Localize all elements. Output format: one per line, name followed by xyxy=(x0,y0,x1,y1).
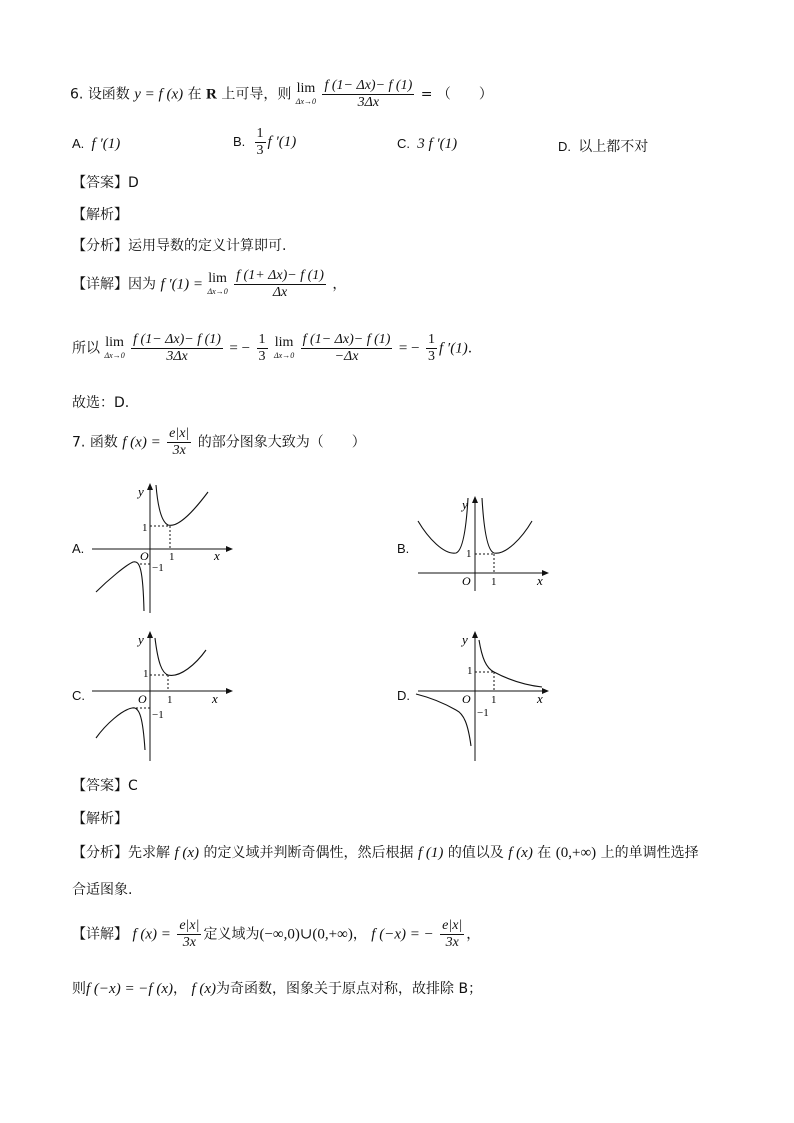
q6-text: = （ ） xyxy=(420,86,493,103)
svg-text:O: O xyxy=(138,692,147,706)
q6-text: 在 xyxy=(187,86,202,103)
axis-y-label: y xyxy=(138,484,144,499)
fenxi-line: 【分析】运用导数的定义计算即可. xyxy=(72,238,287,254)
q7-detail-line: 【详解】 f (x) = $\frac{e|x|}{3x}$ 定义域为(−∞,0)∪(0,+∞)， f (−x) = − $\frac{e|x|}{3x}$ ， xyxy=(72,918,481,950)
graph-b-label: B. xyxy=(397,541,410,556)
q6-text: 上可导，则 xyxy=(221,86,292,103)
graph-c-label: C. xyxy=(72,688,85,703)
tick-neg1: −1 xyxy=(152,562,164,574)
answer-line: 【答案】D xyxy=(72,175,139,191)
svg-text:y: y xyxy=(138,632,144,647)
svg-text:x: x xyxy=(537,691,543,706)
graph-a-label: A. xyxy=(72,541,85,556)
option-a: A. f ′(1) xyxy=(72,136,121,152)
tick-1: 1 xyxy=(142,522,148,534)
conclusion: 故选：D. xyxy=(72,395,130,411)
q7-fenxi-line: 【分析】先求解 f (x) 的定义域并判断奇偶性，然后根据 f (1) 的值以及 f (x) 在 (0,+∞) 上的单调性选择 xyxy=(72,845,699,861)
svg-text:−1: −1 xyxy=(152,709,164,721)
svg-text:y: y xyxy=(462,632,468,647)
svg-text:O: O xyxy=(462,574,471,588)
svg-text:O: O xyxy=(462,692,471,706)
graph-c xyxy=(88,628,238,763)
lim-operator: lim Δx→0 xyxy=(295,80,317,106)
graph-a xyxy=(88,480,238,615)
q7-line: 7. 函数 f (x) = $\frac{e|x|}{3x}$ 的部分图象大致为（ ） xyxy=(72,426,366,458)
q7-analysis-tag: 【解析】 xyxy=(72,811,128,827)
option-d: D. 以上都不对 xyxy=(558,139,649,155)
detail-line-2: 所以 lim Δx→0 $\frac{f (1- \Delta x)- f (1)}{3\Delta x}$ = − $\frac{1}{3}$ lim Δx→0 $\frac{f (1- \Delta x)- f (1)}{-\Delta x}$ = − $\frac{1}{3}$ f ′(1). xyxy=(72,332,473,364)
detail-line-1: 【详解】因为 f ′(1) = lim Δx→0 $\frac{f (1+ \Delta x)- f (1)}{\Delta x}$ ， xyxy=(72,268,347,300)
svg-text:x: x xyxy=(212,691,218,706)
svg-text:1: 1 xyxy=(491,694,497,706)
svg-text:−1: −1 xyxy=(477,707,489,719)
option-b: B. $\frac{1}{3}$ f ′(1) xyxy=(233,126,297,158)
svg-text:y: y xyxy=(462,497,468,512)
svg-text:1: 1 xyxy=(467,665,473,677)
svg-text:1: 1 xyxy=(491,576,497,588)
svg-text:1: 1 xyxy=(143,668,149,680)
question-number: 6. xyxy=(70,86,84,103)
svg-text:x: x xyxy=(537,573,543,588)
graph-d xyxy=(414,628,554,763)
svg-text:1: 1 xyxy=(466,548,472,560)
svg-text:1: 1 xyxy=(167,694,173,706)
analysis-tag: 【解析】 xyxy=(72,207,128,223)
q7-answer-line: 【答案】C xyxy=(72,778,138,794)
graph-d-label: D. xyxy=(397,688,410,703)
option-c: C. 3 f ′(1) xyxy=(397,136,458,152)
q6-fraction: $\frac{f (1- \Delta x)- f (1)}{3\Delta x}$ xyxy=(324,78,413,110)
q6-function: y = f (x) xyxy=(134,86,184,103)
graph-b xyxy=(414,493,554,593)
axis-x-label: x xyxy=(214,548,220,563)
q6-line xyxy=(70,78,493,111)
origin-label: O xyxy=(140,549,149,563)
q7-last-line: 则f (−x) = −f (x)， f (x)为奇函数，图象关于原点对称，故排除 B； xyxy=(72,981,483,997)
tick-1: 1 xyxy=(169,551,175,563)
q6-set-r: R xyxy=(206,86,217,103)
q7-fenxi-line2: 合适图象. xyxy=(72,882,133,898)
q6-text: 设函数 xyxy=(87,86,130,103)
